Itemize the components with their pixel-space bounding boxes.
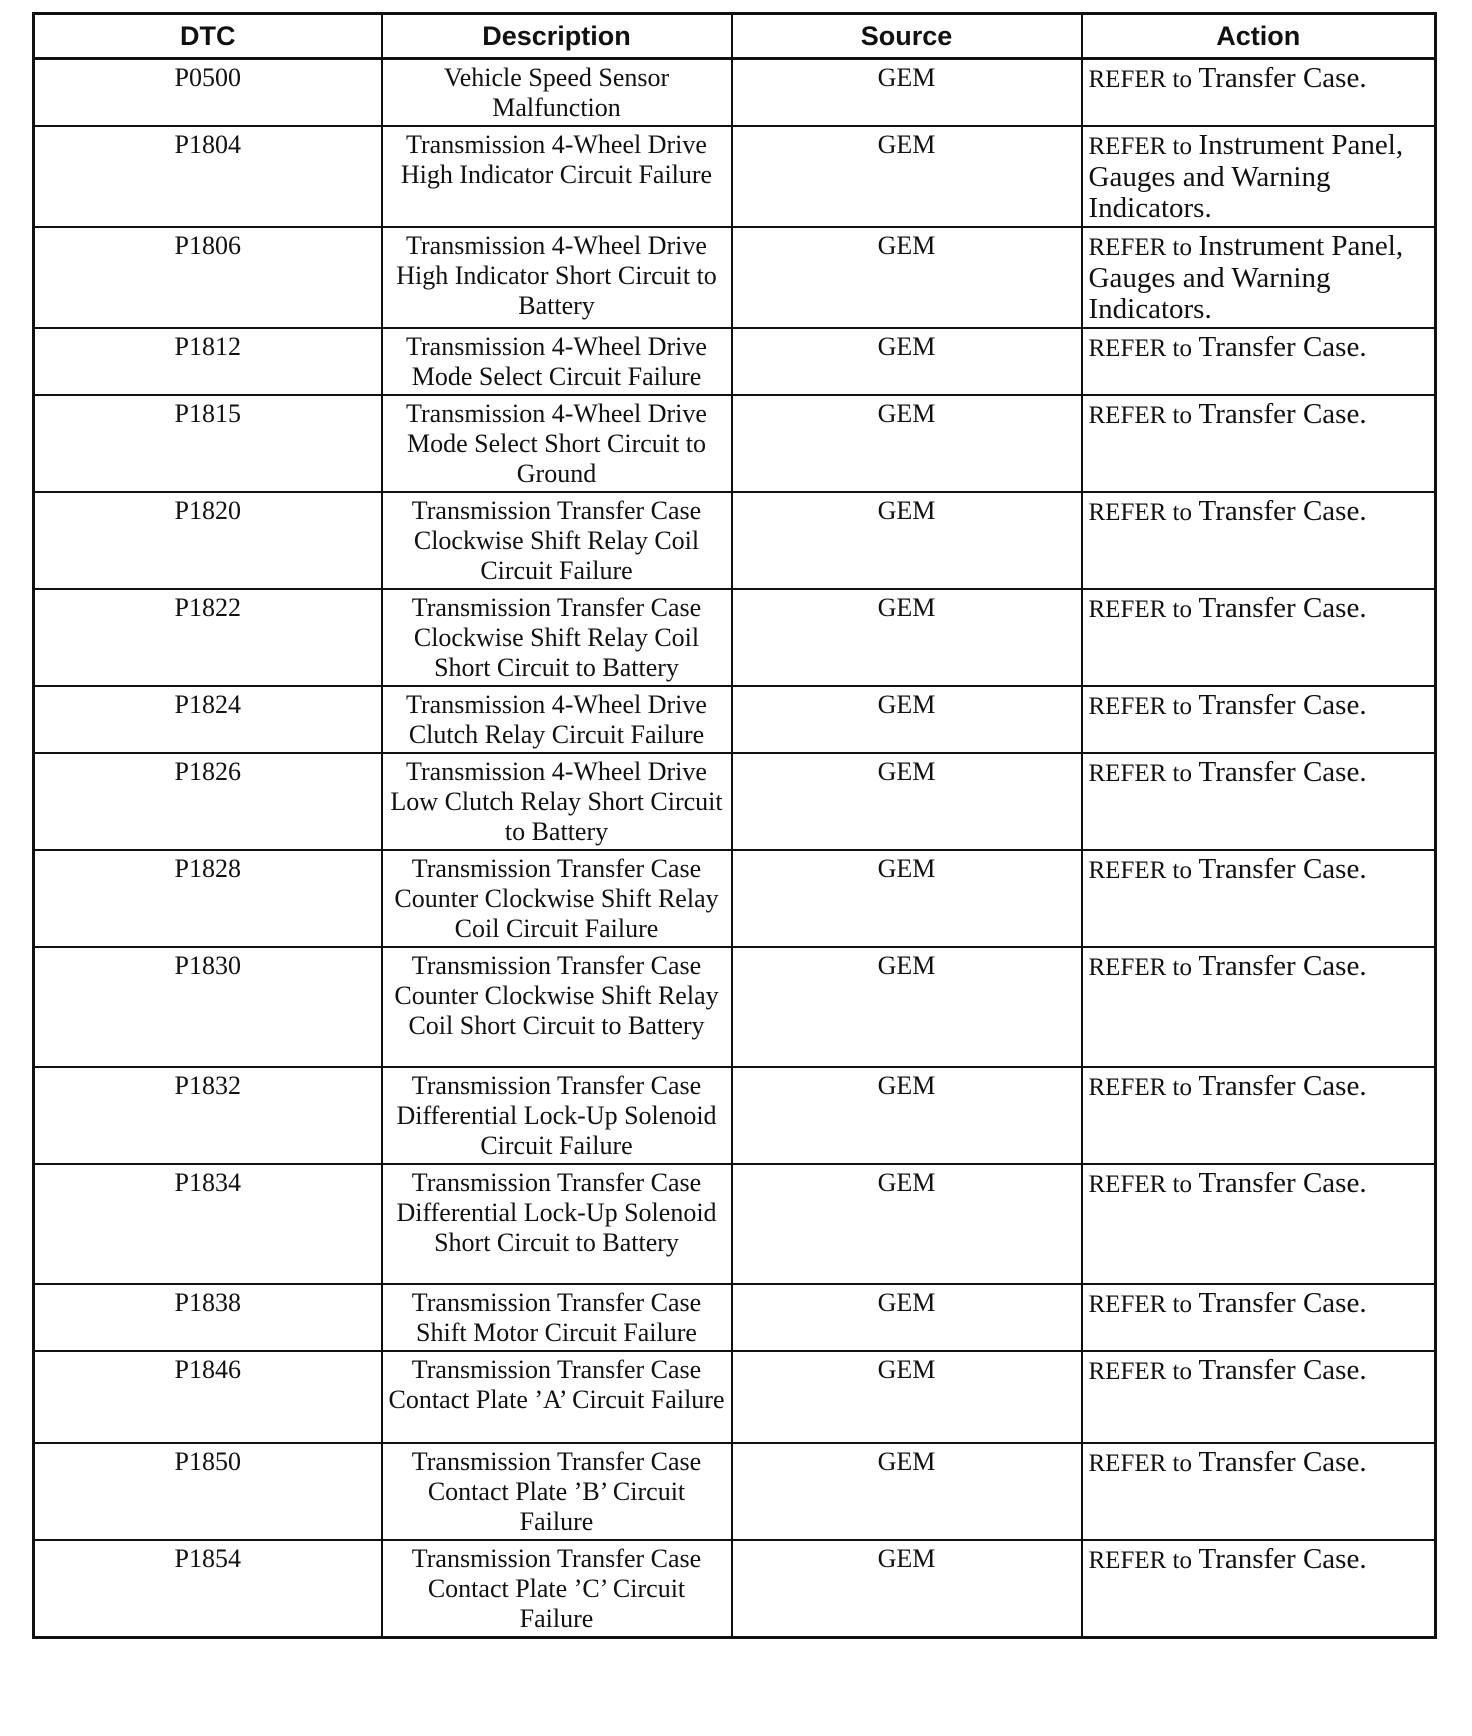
source-cell: GEM — [732, 589, 1082, 686]
refer-text: REFER to — [1088, 954, 1192, 981]
source-cell: GEM — [732, 59, 1082, 127]
action-cell — [1082, 850, 1436, 947]
action-cell — [1082, 1351, 1436, 1443]
description-cell — [382, 1164, 732, 1284]
action-cell — [1082, 59, 1436, 127]
action-cell — [1082, 1067, 1436, 1164]
action-cell — [1082, 947, 1436, 1067]
action-cell — [1082, 686, 1436, 753]
dtc-code-cell: P1804 — [34, 126, 382, 227]
refer-text: REFER to — [1088, 133, 1192, 160]
description-text: Transmission 4-Wheel Drive Clutch Relay Circuit Failure — [406, 690, 707, 749]
table-row — [34, 328, 1436, 395]
description-text: Transmission Transfer Case Contact Plate ’B’ Circuit Failure — [411, 1447, 702, 1536]
dtc-code-cell: P1812 — [34, 328, 382, 395]
description-cell — [382, 686, 732, 753]
refer-text: REFER to — [1088, 1291, 1192, 1318]
description-cell — [382, 589, 732, 686]
description-text: Transmission 4-Wheel Drive High Indicator Circuit Failure — [400, 130, 713, 189]
table-row — [34, 850, 1436, 947]
dtc-code-cell: P1820 — [34, 492, 382, 589]
source-cell: GEM — [732, 1164, 1082, 1284]
description-cell — [382, 328, 732, 395]
source-cell: GEM — [732, 126, 1082, 227]
dtc-table — [32, 12, 1437, 1639]
description-cell — [382, 850, 732, 947]
description-text: Transmission Transfer Case Shift Motor Circuit Failure — [411, 1288, 702, 1347]
source-cell: GEM — [732, 227, 1082, 328]
dtc-code-cell: P1850 — [34, 1443, 382, 1540]
refer-text: REFER to — [1088, 693, 1192, 720]
refer-text: REFER to — [1088, 596, 1192, 623]
table-row — [34, 947, 1436, 1067]
description-cell — [382, 947, 732, 1067]
table-row — [34, 1540, 1436, 1638]
description-text: Vehicle Speed Sensor Malfunction — [443, 63, 670, 122]
description-cell — [382, 1443, 732, 1540]
dtc-code-cell: P1846 — [34, 1351, 382, 1443]
dtc-code-cell: P1822 — [34, 589, 382, 686]
action-cell — [1082, 1443, 1436, 1540]
source-cell: GEM — [732, 1067, 1082, 1164]
dtc-table-page — [32, 12, 1434, 1639]
dtc-code-cell: P1826 — [34, 753, 382, 850]
table-row — [34, 395, 1436, 492]
dtc-code-cell: P1832 — [34, 1067, 382, 1164]
refer-text: REFER to — [1088, 1171, 1192, 1198]
action-cell — [1082, 753, 1436, 850]
refer-text: REFER to — [1088, 402, 1192, 429]
action-cell — [1082, 1164, 1436, 1284]
refer-text: REFER to — [1088, 1547, 1192, 1574]
action-cell — [1082, 126, 1436, 227]
refer-target-text: Transfer Case. — [1198, 1543, 1367, 1575]
refer-target-text: Transfer Case. — [1198, 331, 1367, 363]
refer-target-text: Transfer Case. — [1198, 1287, 1367, 1319]
description-text: Transmission Transfer Case Contact Plate ’A’ Circuit Failure — [388, 1355, 725, 1414]
source-cell: GEM — [732, 686, 1082, 753]
description-cell — [382, 753, 732, 850]
action-cell — [1082, 589, 1436, 686]
refer-text: REFER to — [1088, 857, 1192, 884]
action-cell — [1082, 227, 1436, 328]
description-cell — [382, 1067, 732, 1164]
refer-text: REFER to — [1088, 1450, 1192, 1477]
description-text: Transmission Transfer Case Clockwise Shift Relay Coil Short Circuit to Battery — [411, 593, 702, 682]
description-cell — [382, 1284, 732, 1351]
description-cell — [382, 1540, 732, 1638]
refer-target-text: Transfer Case. — [1198, 1354, 1367, 1386]
source-cell: GEM — [732, 1284, 1082, 1351]
source-cell: GEM — [732, 1443, 1082, 1540]
dtc-code-cell: P1830 — [34, 947, 382, 1067]
refer-target-text: Transfer Case. — [1198, 592, 1367, 624]
source-cell: GEM — [732, 1540, 1082, 1638]
dtc-code-cell: P1838 — [34, 1284, 382, 1351]
refer-text: REFER to — [1088, 1074, 1192, 1101]
refer-text: REFER to — [1088, 760, 1192, 787]
refer-target-text: Transfer Case. — [1198, 62, 1367, 94]
table-row — [34, 1164, 1436, 1284]
description-text: Transmission 4-Wheel Drive Low Clutch Relay Short Circuit to Battery — [390, 757, 723, 846]
table-row — [34, 686, 1436, 753]
description-cell — [382, 59, 732, 127]
refer-target-text: Transfer Case. — [1198, 689, 1367, 721]
action-cell — [1082, 492, 1436, 589]
refer-target-text: Transfer Case. — [1198, 1446, 1367, 1478]
table-row — [34, 126, 1436, 227]
source-cell: GEM — [732, 947, 1082, 1067]
header-source: Source — [732, 14, 1082, 59]
dtc-code-cell: P1815 — [34, 395, 382, 492]
action-cell — [1082, 1284, 1436, 1351]
refer-target-text: Transfer Case. — [1198, 1167, 1367, 1199]
description-cell — [382, 126, 732, 227]
source-cell: GEM — [732, 753, 1082, 850]
refer-text: REFER to — [1088, 234, 1192, 261]
dtc-code-cell: P1828 — [34, 850, 382, 947]
description-text: Transmission 4-Wheel Drive High Indicator Short Circuit to Battery — [396, 231, 717, 320]
description-cell — [382, 1351, 732, 1443]
refer-text: REFER to — [1088, 499, 1192, 526]
refer-target-text: Transfer Case. — [1198, 1070, 1367, 1102]
description-cell — [382, 227, 732, 328]
table-row — [34, 589, 1436, 686]
table-row — [34, 492, 1436, 589]
dtc-code-cell: P1824 — [34, 686, 382, 753]
description-text: Transmission Transfer Case Counter Clockwise Shift Relay Coil Circuit Failure — [394, 854, 719, 943]
refer-text: REFER to — [1088, 335, 1192, 362]
dtc-code-cell: P0500 — [34, 59, 382, 127]
header-dtc: DTC — [34, 14, 382, 59]
description-text: Transmission 4-Wheel Drive Mode Select Circuit Failure — [406, 332, 707, 391]
table-row — [34, 1351, 1436, 1443]
description-cell — [382, 395, 732, 492]
description-text: Transmission Transfer Case Differential Lock-Up Solenoid Short Circuit to Battery — [396, 1168, 717, 1257]
dtc-code-cell: P1854 — [34, 1540, 382, 1638]
refer-target-text: Instrument Panel, Gauges and Warning Indicators. — [1088, 129, 1404, 224]
dtc-code-cell: P1806 — [34, 227, 382, 328]
table-row — [34, 1443, 1436, 1540]
action-cell — [1082, 1540, 1436, 1638]
action-cell — [1082, 328, 1436, 395]
source-cell: GEM — [732, 492, 1082, 589]
refer-text: REFER to — [1088, 1358, 1192, 1385]
header-description: Description — [382, 14, 732, 59]
header-action: Action — [1082, 14, 1436, 59]
table-row — [34, 1284, 1436, 1351]
refer-text: REFER to — [1088, 66, 1192, 93]
description-text: Transmission Transfer Case Counter Clockwise Shift Relay Coil Short Circuit to Battery — [394, 951, 719, 1040]
dtc-code-cell: P1834 — [34, 1164, 382, 1284]
table-row — [34, 753, 1436, 850]
action-cell — [1082, 395, 1436, 492]
table-row — [34, 227, 1436, 328]
table-header-row — [34, 14, 1436, 59]
refer-target-text: Transfer Case. — [1198, 950, 1367, 982]
table-body — [34, 59, 1436, 1638]
source-cell: GEM — [732, 1351, 1082, 1443]
refer-target-text: Transfer Case. — [1198, 495, 1367, 527]
description-text: Transmission Transfer Case Contact Plate ’C’ Circuit Failure — [411, 1544, 702, 1633]
table-row — [34, 1067, 1436, 1164]
table-row — [34, 59, 1436, 127]
refer-target-text: Transfer Case. — [1198, 756, 1367, 788]
description-text: Transmission Transfer Case Clockwise Shift Relay Coil Circuit Failure — [411, 496, 702, 585]
source-cell: GEM — [732, 850, 1082, 947]
description-text: Transmission 4-Wheel Drive Mode Select Short Circuit to Ground — [406, 399, 707, 488]
refer-target-text: Instrument Panel, Gauges and Warning Indicators. — [1088, 230, 1404, 325]
source-cell: GEM — [732, 395, 1082, 492]
refer-target-text: Transfer Case. — [1198, 853, 1367, 885]
source-cell: GEM — [732, 328, 1082, 395]
refer-target-text: Transfer Case. — [1198, 398, 1367, 430]
description-text: Transmission Transfer Case Differential Lock-Up Solenoid Circuit Failure — [396, 1071, 717, 1160]
description-cell — [382, 492, 732, 589]
